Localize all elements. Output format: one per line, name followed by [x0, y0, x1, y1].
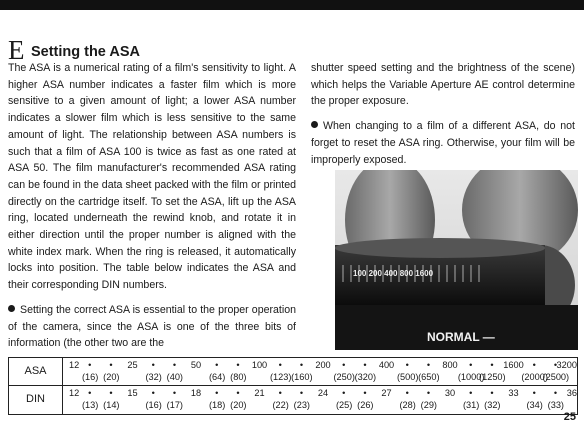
bullet-paragraph [8, 302, 296, 352]
scale-dot: • [553, 360, 558, 370]
scale-subvalue: (33) [547, 400, 564, 410]
scale-dot: • [490, 388, 494, 398]
section-title: Setting the ASA [30, 44, 140, 60]
scale-subvalue: (250) [333, 372, 355, 382]
top-border [0, 0, 584, 10]
scale-subvalue: (13) [81, 400, 99, 410]
bullet-icon [8, 305, 15, 312]
scale-subvalue: (650) [418, 372, 440, 382]
scale-value: 27 [381, 388, 392, 398]
bullet-text: Setting the correct ASA is essential to the proper operation of the camera, since the ASA is one of the three bits of information (the other two are the [8, 303, 296, 350]
scale-value: 800 [442, 360, 458, 370]
scale-value: 24 [317, 388, 329, 398]
scale-subvalue: (40) [166, 372, 183, 382]
scale-value: 200 [315, 360, 331, 370]
scale-dot: • [426, 360, 431, 370]
scale-value: 12 [69, 360, 80, 370]
scale-value: 12 [69, 388, 80, 398]
scale-subvalue: (20) [103, 372, 120, 382]
scale-subvalue: (18) [208, 400, 226, 410]
scale-value: 50 [190, 360, 202, 370]
scale-value: 1600 [503, 360, 524, 370]
scale-value: 100 [251, 360, 268, 370]
scale-subvalue: (123) [269, 372, 292, 382]
scale-subvalue: (26) [357, 400, 374, 410]
section-letter: E [8, 35, 25, 65]
scale-dot: • [172, 360, 177, 370]
scale-dot: • [172, 388, 177, 398]
scale-dot: • [278, 360, 282, 370]
scale-subvalue: (32) [145, 372, 162, 382]
scale-dot: • [532, 360, 536, 370]
scale-dot: • [363, 360, 367, 370]
scale-dot: • [109, 388, 113, 398]
scale-dot: • [342, 388, 346, 398]
scale-dot: • [299, 360, 304, 370]
scale-dot: • [215, 360, 219, 370]
scale-subvalue: (320) [354, 372, 377, 382]
bullet-icon [311, 121, 318, 128]
scale-value: 15 [127, 388, 138, 398]
scale-subvalue: (16) [145, 400, 162, 410]
scale-dot: • [109, 360, 113, 370]
asa-ring-numbers: 100 200 400 800 1600 [353, 269, 434, 278]
scale-value: 30 [444, 388, 456, 398]
scale-subvalue: (2000) [521, 372, 548, 382]
scale-subvalue: (64) [208, 372, 226, 382]
scale-dot: • [405, 388, 409, 398]
scale-dot: • [278, 388, 282, 398]
scale-dot: • [532, 388, 536, 398]
scale-dot: • [342, 360, 346, 370]
scale-dot: • [553, 388, 558, 398]
scale-dot: • [490, 360, 494, 370]
scale-subvalue: (2500) [542, 372, 570, 382]
scale-subvalue: (80) [230, 372, 247, 382]
scale-subvalue: (32) [484, 400, 501, 410]
scale-dot: • [236, 388, 240, 398]
scale-dot: • [236, 360, 240, 370]
row-divider [9, 385, 577, 386]
scale-value: 36 [566, 388, 577, 398]
scale-dot: • [363, 388, 367, 398]
scale-dot: • [299, 388, 304, 398]
scale-subvalue: (17) [166, 400, 183, 410]
scale-subvalue: (16) [81, 372, 99, 382]
scale-subvalue: (160) [291, 372, 313, 382]
bullet-paragraph [311, 118, 575, 168]
column-divider [62, 358, 63, 414]
right-column [311, 60, 575, 168]
scale-subvalue: (28) [399, 400, 416, 410]
scale-subvalue: (25) [335, 400, 353, 410]
scale-subvalue: (14) [103, 400, 120, 410]
scale-subvalue: (29) [420, 400, 437, 410]
scale-dot: • [88, 360, 92, 370]
scale-value: 25 [127, 360, 138, 370]
section-heading [8, 35, 140, 65]
scale-value: 21 [254, 388, 265, 398]
bullet-text: When changing to a film of a different ASA, do not forget to reset the ASA ring. Otherwise, your film will be improperly exposed. [311, 120, 575, 166]
body-paragraph: shutter speed setting and the brightness of the scene) which helps the Variable Aperture AE control determine the proper exposure. [311, 62, 575, 108]
asa-ring-photo [335, 170, 578, 350]
asa-din-table [8, 357, 578, 415]
scale-subvalue: (23) [293, 400, 310, 410]
scale-dot: • [426, 388, 431, 398]
scale-value: 400 [378, 360, 395, 370]
scale-subvalue: (31) [462, 400, 480, 410]
din-row-label: DIN [26, 393, 45, 405]
scale-subvalue: (20) [230, 400, 247, 410]
scale-subvalue: (22) [272, 400, 289, 410]
scale-dot: • [469, 360, 473, 370]
normal-mode-label: NORMAL — [427, 330, 495, 344]
left-column [8, 60, 296, 352]
scale-value: 18 [190, 388, 202, 398]
scale-subvalue: (1250) [479, 372, 506, 382]
scale-subvalue: (1000) [457, 372, 485, 382]
scale-dot: • [405, 360, 409, 370]
scale-dot: • [151, 388, 155, 398]
scale-subvalue: (34) [526, 400, 543, 410]
asa-row-label: ASA [24, 365, 47, 377]
scale-dot: • [88, 388, 92, 398]
page-number: 25 [563, 411, 576, 423]
scale-value: 33 [508, 388, 519, 398]
scale-dot: • [151, 360, 155, 370]
scale-value: 3200 [556, 360, 577, 370]
scale-dot: • [215, 388, 219, 398]
scale-dot: • [469, 388, 473, 398]
body-paragraph: The ASA is a numerical rating of a film's sensitivity to light. A higher ASA number indicates a faster film which is more sensitive to a given amount of light; a lower ASA number indicates a slower film which is less sensitive to the same amount of light. The relationship between ASA numbers is such that a film of ASA 100 is twice as fast as one rated at ASA 50. The film manufacturer's recommended ASA rating can be found in the data sheet packed with the film or printed directly on the cartridge itself. To set the ASA, lift up the ASA ring, located underneath the rewind knob, and rotate it in either direction until the proper number is aligned with the white index mark. When the ring is released, it automatically locks into position. The table below indicates the ASA and their corresponding DIN numbers. [8, 62, 296, 292]
scale-subvalue: (500) [396, 372, 419, 382]
